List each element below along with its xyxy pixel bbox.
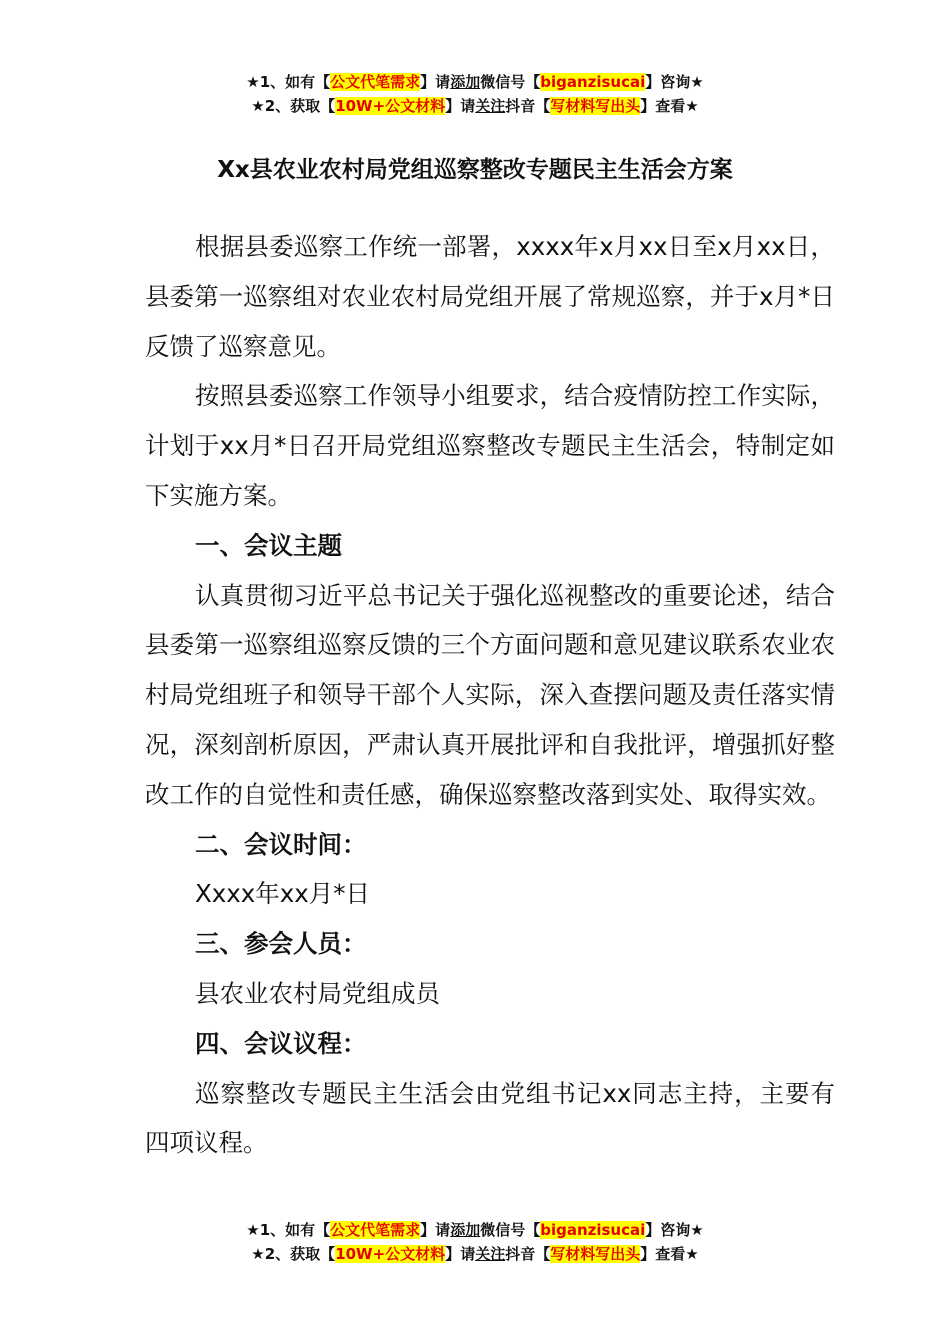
- promo-footer: [0, 1218, 950, 1266]
- paragraph: 巡察整改专题民主生活会由党组书记xx同志主持，主要有四项议程。: [145, 1078, 835, 1158]
- promo-line-1: [0, 70, 950, 94]
- promo-text: 】咨询★: [645, 73, 704, 91]
- promo-text: 】请: [445, 1245, 476, 1263]
- promo-text: 抖音【: [505, 1245, 551, 1263]
- promo-underline: 添加: [450, 1221, 481, 1239]
- promo-text: ★2、获取【: [251, 1245, 336, 1263]
- promo-line-2: [0, 1242, 950, 1266]
- document-title: Xx县农业农村局党组巡察整改专题民主生活会方案: [217, 157, 733, 183]
- promo-line-2: [0, 94, 950, 118]
- promo-highlight: 写材料写出头: [550, 97, 641, 115]
- promo-text: ★1、如有【: [246, 1221, 331, 1239]
- section-heading: 三、参会人员：: [195, 929, 367, 959]
- promo-text: 微信号【: [480, 1221, 541, 1239]
- promo-highlight: 10W+公文材料: [335, 97, 446, 115]
- promo-highlight: 10W+公文材料: [335, 1245, 446, 1263]
- promo-highlight: 公文代笔需求: [330, 1221, 421, 1239]
- section-heading: 四、会议议程：: [195, 1028, 367, 1058]
- promo-highlight: 公文代笔需求: [330, 73, 421, 91]
- promo-text: 】查看★: [640, 97, 699, 115]
- promo-text: 】请: [420, 1221, 451, 1239]
- promo-line-1: [0, 1218, 950, 1242]
- paragraph: 根据县委巡察工作统一部署，xxxx年x月xx日至x月xx日，县委第一巡察组对农业农村局党组开展了常规巡察，并于x月*日反馈了巡察意见。: [145, 232, 835, 361]
- paragraph: Xxxx年xx月*日: [195, 879, 371, 909]
- section-heading: 一、会议主题: [195, 530, 342, 560]
- promo-underline: 关注: [475, 97, 506, 115]
- promo-highlight: biganzisucai: [540, 1221, 646, 1239]
- promo-text: 抖音【: [505, 97, 551, 115]
- promo-text: ★2、获取【: [251, 97, 336, 115]
- promo-underline: 添加: [450, 73, 481, 91]
- document-body: [145, 222, 835, 1168]
- promo-text: 】查看★: [640, 1245, 699, 1263]
- paragraph: 县农业农村局党组成员: [195, 978, 440, 1008]
- promo-text: 】请: [420, 73, 451, 91]
- paragraph: 按照县委巡察工作领导小组要求，结合疫情防控工作实际，计划于xx月*日召开局党组巡察整改专题民主生活会，特制定如下实施方案。: [145, 381, 835, 510]
- promo-header: [0, 70, 950, 118]
- promo-text: 】请: [445, 97, 476, 115]
- section-heading: 二、会议时间：: [195, 829, 367, 859]
- promo-text: 微信号【: [480, 73, 541, 91]
- paragraph: 认真贯彻习近平总书记关于强化巡视整改的重要论述，结合县委第一巡察组巡察反馈的三个方面问题和意见建议联系农业农村局党组班子和领导干部个人实际，深入查摆问题及责任落实情况，深刻剖析原因，严肃认真开展批评和自我批评，增强抓好整改工作的自觉性和责任感，确保巡察整改落到实处、取得实效。: [145, 580, 835, 809]
- promo-text: ★1、如有【: [246, 73, 331, 91]
- promo-underline: 关注: [475, 1245, 506, 1263]
- promo-highlight: 写材料写出头: [550, 1245, 641, 1263]
- promo-text: 】咨询★: [645, 1221, 704, 1239]
- promo-highlight: biganzisucai: [540, 73, 646, 91]
